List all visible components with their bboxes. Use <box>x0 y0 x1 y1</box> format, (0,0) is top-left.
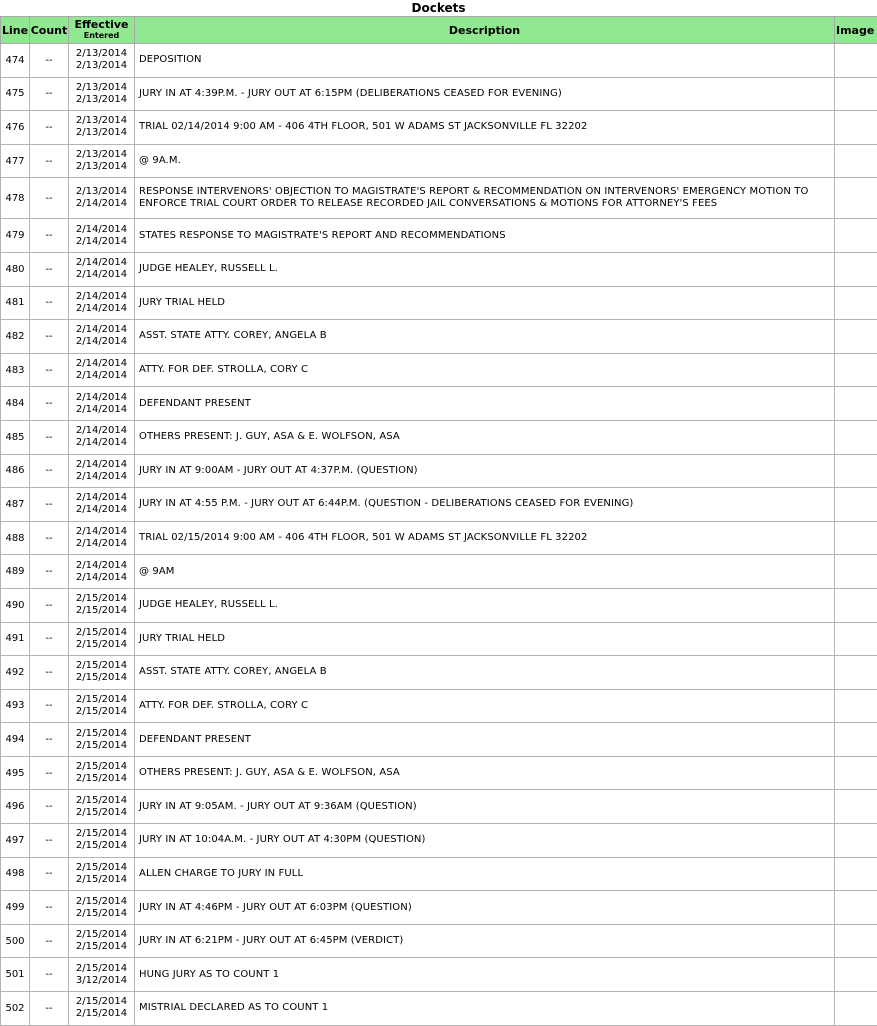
image-cell <box>835 924 877 958</box>
dockets-table <box>0 16 877 1026</box>
line-number-cell: 474 <box>1 44 30 78</box>
effective-date: 2/14/2014 <box>69 324 134 336</box>
entered-date: 2/14/2014 <box>69 269 134 281</box>
count-cell: -- <box>30 286 69 320</box>
date-cell <box>69 622 135 656</box>
image-cell <box>835 824 877 858</box>
entered-date: 2/15/2014 <box>69 639 134 651</box>
image-cell <box>835 286 877 320</box>
date-cell <box>69 454 135 488</box>
image-cell <box>835 144 877 178</box>
table-row <box>1 387 877 421</box>
entered-date: 2/14/2014 <box>69 236 134 248</box>
line-number-cell: 491 <box>1 622 30 656</box>
date-cell <box>69 555 135 589</box>
description-cell: OTHERS PRESENT: J. GUY, ASA & E. WOLFSON, ASA <box>135 756 835 790</box>
effective-date: 2/14/2014 <box>69 224 134 236</box>
entered-date: 2/14/2014 <box>69 504 134 516</box>
image-cell <box>835 454 877 488</box>
count-cell: -- <box>30 44 69 78</box>
count-cell: -- <box>30 790 69 824</box>
description-cell: JURY IN AT 4:39P.M. - JURY OUT AT 6:15PM (DELIBERATIONS CEASED FOR EVENING) <box>135 77 835 111</box>
line-number-cell: 480 <box>1 252 30 286</box>
table-row <box>1 420 877 454</box>
line-number-cell: 492 <box>1 656 30 690</box>
image-cell <box>835 77 877 111</box>
table-row <box>1 353 877 387</box>
count-cell: -- <box>30 387 69 421</box>
count-cell: -- <box>30 924 69 958</box>
description-cell: DEFENDANT PRESENT <box>135 387 835 421</box>
table-row <box>1 689 877 723</box>
table-row <box>1 790 877 824</box>
entered-date: 2/15/2014 <box>69 1008 134 1020</box>
description-cell: STATES RESPONSE TO MAGISTRATE'S REPORT AND RECOMMENDATIONS <box>135 219 835 253</box>
effective-date: 2/15/2014 <box>69 963 134 975</box>
line-number-cell: 494 <box>1 723 30 757</box>
table-row <box>1 824 877 858</box>
image-cell <box>835 958 877 992</box>
table-row <box>1 857 877 891</box>
image-cell <box>835 857 877 891</box>
count-cell: -- <box>30 521 69 555</box>
column-header-line: Line <box>1 17 30 44</box>
effective-date: 2/14/2014 <box>69 492 134 504</box>
count-cell: -- <box>30 111 69 145</box>
entered-date: 2/15/2014 <box>69 605 134 617</box>
date-cell <box>69 77 135 111</box>
entered-date: 2/14/2014 <box>69 538 134 550</box>
line-number-cell: 498 <box>1 857 30 891</box>
date-cell <box>69 144 135 178</box>
image-cell <box>835 387 877 421</box>
count-cell: -- <box>30 353 69 387</box>
description-cell: ATTY. FOR DEF. STROLLA, CORY C <box>135 353 835 387</box>
table-row <box>1 588 877 622</box>
date-cell <box>69 891 135 925</box>
count-cell: -- <box>30 252 69 286</box>
line-number-cell: 490 <box>1 588 30 622</box>
date-cell <box>69 656 135 690</box>
description-cell: JUDGE HEALEY, RUSSELL L. <box>135 588 835 622</box>
description-cell: DEPOSITION <box>135 44 835 78</box>
entered-date: 2/14/2014 <box>69 198 134 210</box>
column-header-image: Image <box>835 17 877 44</box>
line-number-cell: 476 <box>1 111 30 145</box>
line-number-cell: 497 <box>1 824 30 858</box>
entered-date: 2/13/2014 <box>69 127 134 139</box>
image-cell <box>835 891 877 925</box>
entered-date: 2/14/2014 <box>69 437 134 449</box>
table-header-row <box>1 17 877 44</box>
description-cell: JURY IN AT 9:05AM. - JURY OUT AT 9:36AM (QUESTION) <box>135 790 835 824</box>
entered-date: 2/14/2014 <box>69 303 134 315</box>
column-header-description: Description <box>135 17 835 44</box>
description-cell: ASST. STATE ATTY. COREY, ANGELA B <box>135 320 835 354</box>
table-row <box>1 622 877 656</box>
line-number-cell: 500 <box>1 924 30 958</box>
entered-date: 2/14/2014 <box>69 336 134 348</box>
date-cell <box>69 790 135 824</box>
count-cell: -- <box>30 958 69 992</box>
description-cell: JUDGE HEALEY, RUSSELL L. <box>135 252 835 286</box>
docket-rows <box>1 44 877 1026</box>
effective-date: 2/15/2014 <box>69 795 134 807</box>
image-cell <box>835 420 877 454</box>
count-cell: -- <box>30 320 69 354</box>
line-number-cell: 489 <box>1 555 30 589</box>
description-cell: ATTY. FOR DEF. STROLLA, CORY C <box>135 689 835 723</box>
count-cell: -- <box>30 588 69 622</box>
table-row <box>1 723 877 757</box>
description-cell: JURY IN AT 10:04A.M. - JURY OUT AT 4:30PM (QUESTION) <box>135 824 835 858</box>
effective-date: 2/15/2014 <box>69 627 134 639</box>
image-cell <box>835 44 877 78</box>
line-number-cell: 488 <box>1 521 30 555</box>
entered-date: 2/13/2014 <box>69 60 134 72</box>
table-row <box>1 44 877 78</box>
count-cell: -- <box>30 857 69 891</box>
column-header-count: Count <box>30 17 69 44</box>
effective-date: 2/15/2014 <box>69 728 134 740</box>
count-cell: -- <box>30 420 69 454</box>
image-cell <box>835 992 877 1026</box>
count-cell: -- <box>30 891 69 925</box>
image-cell <box>835 555 877 589</box>
image-cell <box>835 521 877 555</box>
image-cell <box>835 252 877 286</box>
effective-date: 2/13/2014 <box>69 186 134 198</box>
table-row <box>1 756 877 790</box>
effective-date: 2/15/2014 <box>69 896 134 908</box>
line-number-cell: 485 <box>1 420 30 454</box>
entered-date: 2/15/2014 <box>69 840 134 852</box>
effective-date: 2/14/2014 <box>69 291 134 303</box>
description-cell: JURY IN AT 9:00AM - JURY OUT AT 4:37P.M. (QUESTION) <box>135 454 835 488</box>
entered-date: 2/13/2014 <box>69 161 134 173</box>
date-cell <box>69 178 135 219</box>
entered-date: 2/15/2014 <box>69 706 134 718</box>
count-cell: -- <box>30 144 69 178</box>
date-cell <box>69 387 135 421</box>
table-row <box>1 958 877 992</box>
effective-date: 2/14/2014 <box>69 358 134 370</box>
entered-date: 2/15/2014 <box>69 807 134 819</box>
line-number-cell: 501 <box>1 958 30 992</box>
line-number-cell: 479 <box>1 219 30 253</box>
image-cell <box>835 353 877 387</box>
image-cell <box>835 689 877 723</box>
effective-date: 2/13/2014 <box>69 115 134 127</box>
image-cell <box>835 656 877 690</box>
line-number-cell: 484 <box>1 387 30 421</box>
table-row <box>1 144 877 178</box>
description-cell: RESPONSE INTERVENORS' OBJECTION TO MAGISTRATE'S REPORT & RECOMMENDATION ON INTERVENORS' EMERGENCY MOTION TO ENFORCE TRIAL COURT ORDER TO RELEASE RECORDED JAIL CONVERSATIONS & MOTIONS FOR ATTORNEY'S FEES <box>135 178 835 219</box>
count-cell: -- <box>30 824 69 858</box>
date-cell <box>69 44 135 78</box>
entered-date: 2/14/2014 <box>69 471 134 483</box>
date-cell <box>69 420 135 454</box>
date-cell <box>69 824 135 858</box>
entered-date: 2/15/2014 <box>69 773 134 785</box>
image-cell <box>835 723 877 757</box>
description-cell: TRIAL 02/14/2014 9:00 AM - 406 4TH FLOOR, 501 W ADAMS ST JACKSONVILLE FL 32202 <box>135 111 835 145</box>
line-number-cell: 493 <box>1 689 30 723</box>
image-cell <box>835 790 877 824</box>
date-cell <box>69 857 135 891</box>
count-cell: -- <box>30 77 69 111</box>
description-cell: JURY IN AT 4:55 P.M. - JURY OUT AT 6:44P.M. (QUESTION - DELIBERATIONS CEASED FOR EVENING) <box>135 488 835 522</box>
effective-date: 2/14/2014 <box>69 257 134 269</box>
image-cell <box>835 622 877 656</box>
line-number-cell: 481 <box>1 286 30 320</box>
count-cell: -- <box>30 178 69 219</box>
description-cell: HUNG JURY AS TO COUNT 1 <box>135 958 835 992</box>
table-row <box>1 252 877 286</box>
image-cell <box>835 111 877 145</box>
line-number-cell: 483 <box>1 353 30 387</box>
effective-date: 2/15/2014 <box>69 593 134 605</box>
date-cell <box>69 521 135 555</box>
effective-date: 2/15/2014 <box>69 996 134 1008</box>
line-number-cell: 482 <box>1 320 30 354</box>
entered-date: 2/13/2014 <box>69 94 134 106</box>
date-cell <box>69 992 135 1026</box>
count-cell: -- <box>30 689 69 723</box>
entered-date: 2/15/2014 <box>69 874 134 886</box>
count-cell: -- <box>30 622 69 656</box>
date-cell <box>69 958 135 992</box>
image-cell <box>835 756 877 790</box>
entered-date: 2/15/2014 <box>69 740 134 752</box>
count-cell: -- <box>30 454 69 488</box>
date-cell <box>69 353 135 387</box>
date-cell <box>69 588 135 622</box>
line-number-cell: 477 <box>1 144 30 178</box>
table-row <box>1 286 877 320</box>
count-cell: -- <box>30 219 69 253</box>
description-cell: DEFENDANT PRESENT <box>135 723 835 757</box>
date-cell <box>69 756 135 790</box>
table-row <box>1 656 877 690</box>
image-cell <box>835 178 877 219</box>
entered-date: 3/12/2014 <box>69 975 134 987</box>
effective-date: 2/15/2014 <box>69 929 134 941</box>
effective-date: 2/15/2014 <box>69 694 134 706</box>
count-cell: -- <box>30 555 69 589</box>
description-cell: JURY TRIAL HELD <box>135 286 835 320</box>
image-cell <box>835 488 877 522</box>
table-row <box>1 488 877 522</box>
description-cell: ASST. STATE ATTY. COREY, ANGELA B <box>135 656 835 690</box>
effective-date: 2/15/2014 <box>69 761 134 773</box>
description-cell: OTHERS PRESENT: J. GUY, ASA & E. WOLFSON, ASA <box>135 420 835 454</box>
entered-date: 2/14/2014 <box>69 404 134 416</box>
effective-date: 2/15/2014 <box>69 660 134 672</box>
count-cell: -- <box>30 992 69 1026</box>
table-row <box>1 521 877 555</box>
table-row <box>1 992 877 1026</box>
count-cell: -- <box>30 756 69 790</box>
line-number-cell: 495 <box>1 756 30 790</box>
effective-header-label: Effective <box>69 19 134 31</box>
date-cell <box>69 320 135 354</box>
table-row <box>1 555 877 589</box>
description-cell: @ 9AM <box>135 555 835 589</box>
count-cell: -- <box>30 656 69 690</box>
effective-date: 2/14/2014 <box>69 459 134 471</box>
effective-date: 2/13/2014 <box>69 48 134 60</box>
page-title: Dockets <box>0 0 877 16</box>
effective-date: 2/13/2014 <box>69 82 134 94</box>
effective-date: 2/15/2014 <box>69 828 134 840</box>
table-row <box>1 454 877 488</box>
date-cell <box>69 488 135 522</box>
entered-date: 2/15/2014 <box>69 941 134 953</box>
count-cell: -- <box>30 723 69 757</box>
date-cell <box>69 252 135 286</box>
table-row <box>1 178 877 219</box>
description-cell: JURY IN AT 4:46PM - JURY OUT AT 6:03PM (QUESTION) <box>135 891 835 925</box>
table-row <box>1 111 877 145</box>
line-number-cell: 502 <box>1 992 30 1026</box>
line-number-cell: 478 <box>1 178 30 219</box>
count-cell: -- <box>30 488 69 522</box>
line-number-cell: 499 <box>1 891 30 925</box>
image-cell <box>835 320 877 354</box>
entered-date: 2/14/2014 <box>69 572 134 584</box>
effective-date: 2/15/2014 <box>69 862 134 874</box>
effective-date: 2/13/2014 <box>69 149 134 161</box>
table-row <box>1 320 877 354</box>
effective-date: 2/14/2014 <box>69 560 134 572</box>
entered-date: 2/15/2014 <box>69 908 134 920</box>
date-cell <box>69 723 135 757</box>
image-cell <box>835 588 877 622</box>
description-cell: @ 9A.M. <box>135 144 835 178</box>
date-cell <box>69 924 135 958</box>
line-number-cell: 487 <box>1 488 30 522</box>
date-cell <box>69 689 135 723</box>
effective-date: 2/14/2014 <box>69 425 134 437</box>
table-row <box>1 77 877 111</box>
image-cell <box>835 219 877 253</box>
effective-date: 2/14/2014 <box>69 526 134 538</box>
line-number-cell: 475 <box>1 77 30 111</box>
entered-date: 2/14/2014 <box>69 370 134 382</box>
entered-date: 2/15/2014 <box>69 672 134 684</box>
entered-header-label: Entered <box>69 31 134 41</box>
table-row <box>1 219 877 253</box>
table-row <box>1 891 877 925</box>
date-cell <box>69 286 135 320</box>
column-header-effective <box>69 17 135 44</box>
date-cell <box>69 219 135 253</box>
description-cell: JURY TRIAL HELD <box>135 622 835 656</box>
description-cell: TRIAL 02/15/2014 9:00 AM - 406 4TH FLOOR, 501 W ADAMS ST JACKSONVILLE FL 32202 <box>135 521 835 555</box>
description-cell: MISTRIAL DECLARED AS TO COUNT 1 <box>135 992 835 1026</box>
description-cell: ALLEN CHARGE TO JURY IN FULL <box>135 857 835 891</box>
effective-date: 2/14/2014 <box>69 392 134 404</box>
line-number-cell: 496 <box>1 790 30 824</box>
date-cell <box>69 111 135 145</box>
line-number-cell: 486 <box>1 454 30 488</box>
table-row <box>1 924 877 958</box>
description-cell: JURY IN AT 6:21PM - JURY OUT AT 6:45PM (VERDICT) <box>135 924 835 958</box>
